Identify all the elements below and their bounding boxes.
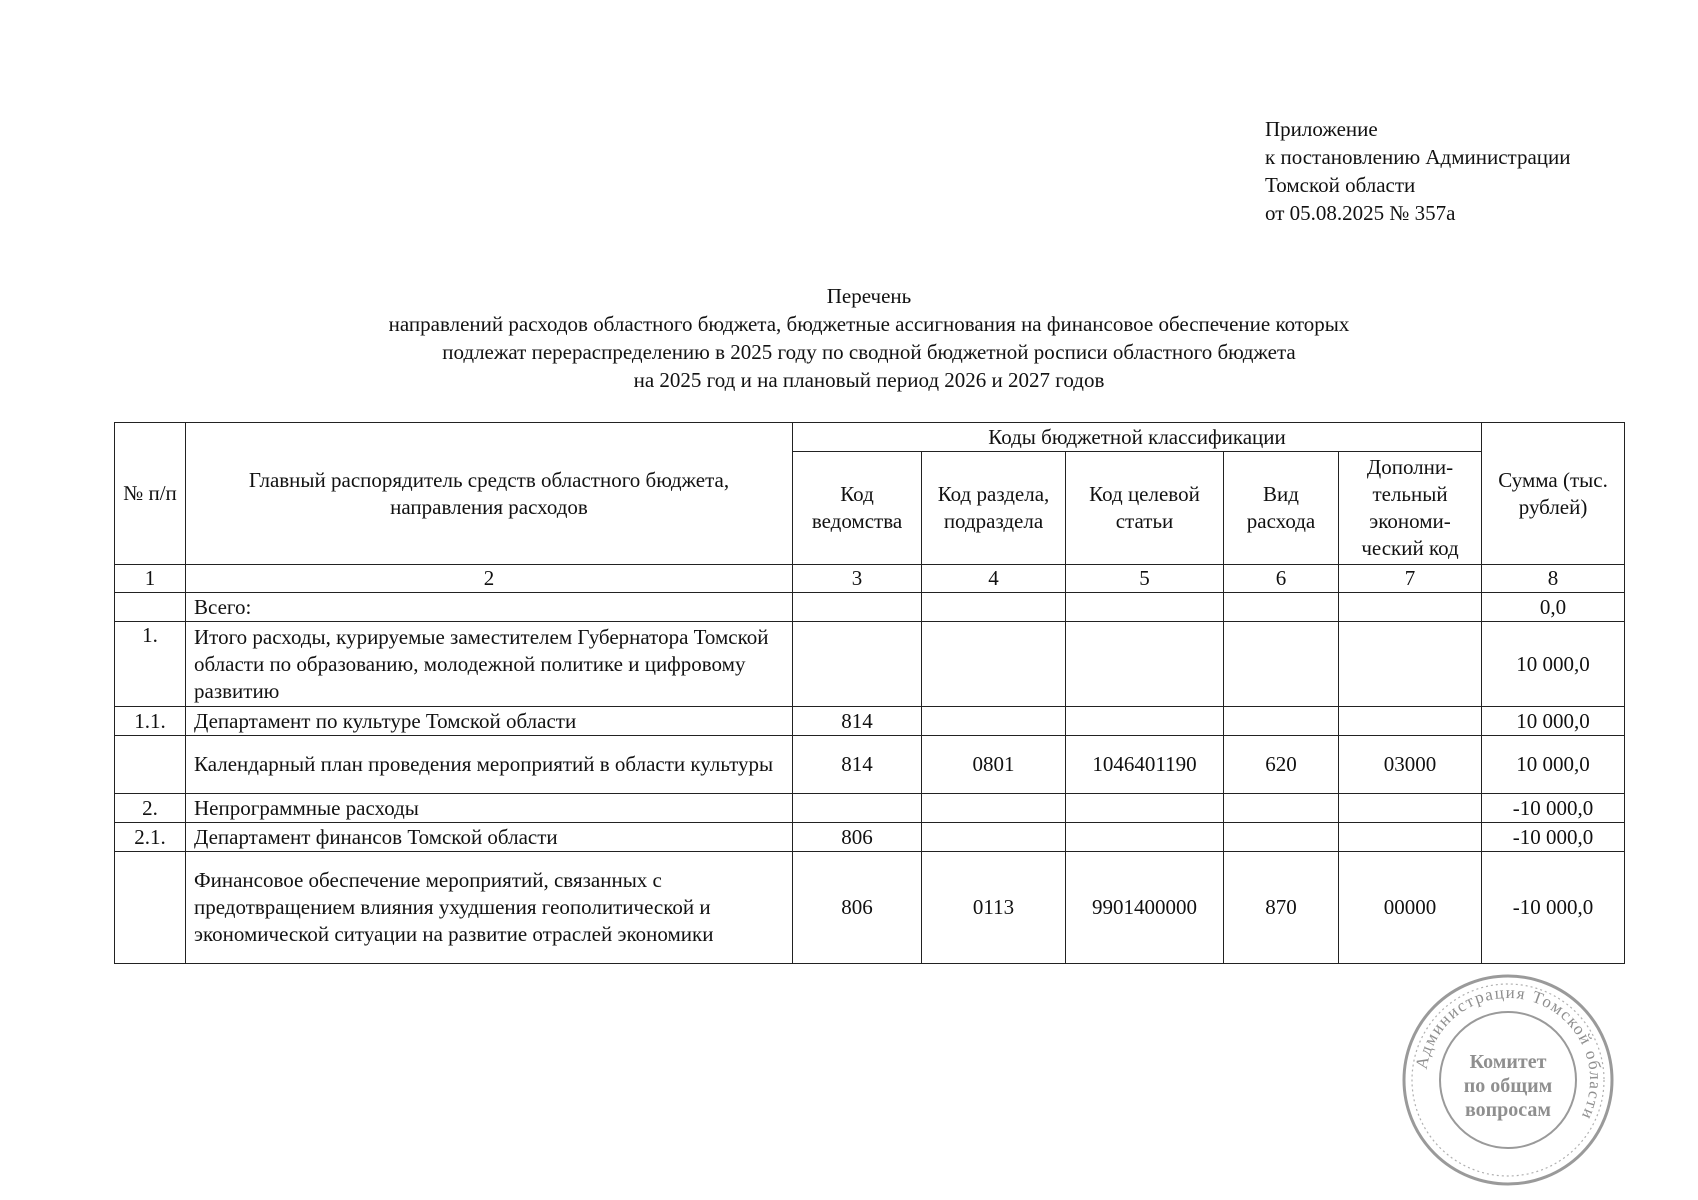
title-line-4: на 2025 год и на плановый период 2026 и 2027 годов	[633, 368, 1105, 392]
official-stamp	[1400, 972, 1616, 1188]
row-sum: -10 000,0	[1482, 852, 1625, 964]
row-name: Календарный план проведения мероприятий в области культуры	[186, 736, 793, 794]
header-type: Вид расхода	[1224, 452, 1339, 565]
row-econ	[1339, 622, 1482, 707]
column-number: 6	[1224, 565, 1339, 593]
header-codes-group: Коды бюджетной классификации	[793, 423, 1482, 452]
row-target: 1046401190	[1066, 736, 1224, 794]
row-dept: 806	[793, 823, 922, 852]
table-row	[115, 622, 1625, 707]
title-line-3: подлежат перераспределению в 2025 году по сводной бюджетной росписи областного бюджета	[442, 340, 1296, 364]
row-target	[1066, 593, 1224, 622]
table-row	[115, 707, 1625, 736]
stamp-center-line-1: Комитет	[1469, 1051, 1547, 1073]
column-number: 4	[922, 565, 1066, 593]
row-type	[1224, 794, 1339, 823]
row-name: Департамент по культуре Томской области	[186, 707, 793, 736]
row-dept	[793, 593, 922, 622]
row-section	[922, 794, 1066, 823]
table-row	[115, 823, 1625, 852]
row-econ: 00000	[1339, 852, 1482, 964]
row-num: 1.	[115, 622, 186, 707]
row-econ	[1339, 707, 1482, 736]
row-target	[1066, 622, 1224, 707]
row-target	[1066, 794, 1224, 823]
row-num: 1.1.	[115, 707, 186, 736]
row-num	[115, 736, 186, 794]
header-sum: Сумма (тыс. рублей)	[1482, 423, 1625, 565]
row-dept	[793, 794, 922, 823]
budget-table	[114, 422, 1625, 964]
stamp-center-line-2: по общим	[1463, 1075, 1553, 1097]
row-sum: 10 000,0	[1482, 707, 1625, 736]
row-econ: 03000	[1339, 736, 1482, 794]
row-num	[115, 593, 186, 622]
row-sum: 0,0	[1482, 593, 1625, 622]
row-sum: 10 000,0	[1482, 622, 1625, 707]
table-row	[115, 736, 1625, 794]
stamp-center-line-3: вопросам	[1464, 1099, 1552, 1121]
row-dept: 806	[793, 852, 922, 964]
row-target: 9901400000	[1066, 852, 1224, 964]
row-target	[1066, 707, 1224, 736]
header-dept: Код ведомства	[793, 452, 922, 565]
row-econ	[1339, 794, 1482, 823]
row-section: 0113	[922, 852, 1066, 964]
column-number: 1	[115, 565, 186, 593]
row-dept	[793, 622, 922, 707]
appendix-line-3: Томской области	[1265, 173, 1416, 197]
row-name: Департамент финансов Томской области	[186, 823, 793, 852]
column-number: 5	[1066, 565, 1224, 593]
title-line-1: Перечень	[826, 284, 912, 308]
column-number-row	[115, 565, 1625, 593]
row-target	[1066, 823, 1224, 852]
row-dept: 814	[793, 736, 922, 794]
column-number: 2	[186, 565, 793, 593]
title-line-2: направлений расходов областного бюджета, бюджетные ассигнования на финансовое обеспечение которых	[388, 312, 1350, 336]
row-name: Непрограммные расходы	[186, 794, 793, 823]
row-sum: 10 000,0	[1482, 736, 1625, 794]
row-section	[922, 823, 1066, 852]
row-type	[1224, 622, 1339, 707]
row-type: 870	[1224, 852, 1339, 964]
header-target: Код целевой статьи	[1066, 452, 1224, 565]
table-row	[115, 794, 1625, 823]
row-num	[115, 852, 186, 964]
document-title	[114, 282, 1624, 394]
row-sum: -10 000,0	[1482, 823, 1625, 852]
table-row	[115, 593, 1625, 622]
row-dept: 814	[793, 707, 922, 736]
appendix-line-1: Приложение	[1265, 117, 1378, 141]
column-number: 7	[1339, 565, 1482, 593]
header-name: Главный распорядитель средств областного бюджета, направления расходов	[186, 423, 793, 565]
row-type	[1224, 707, 1339, 736]
row-name: Всего:	[186, 593, 793, 622]
row-section: 0801	[922, 736, 1066, 794]
row-type: 620	[1224, 736, 1339, 794]
header-econ: Дополни-тельный экономи-ческий код	[1339, 452, 1482, 565]
table-row	[115, 852, 1625, 964]
column-number: 3	[793, 565, 922, 593]
row-section	[922, 593, 1066, 622]
header-num: № п/п	[115, 423, 186, 565]
row-name: Итого расходы, курируемые заместителем Губернатора Томской области по образованию, молодежной политике и цифровому развитию	[186, 622, 793, 707]
appendix-block	[1265, 115, 1571, 227]
appendix-line-2: к постановлению Администрации	[1265, 145, 1571, 169]
row-num: 2.	[115, 794, 186, 823]
row-section	[922, 622, 1066, 707]
row-type	[1224, 823, 1339, 852]
row-sum: -10 000,0	[1482, 794, 1625, 823]
row-econ	[1339, 593, 1482, 622]
row-num: 2.1.	[115, 823, 186, 852]
row-name: Финансовое обеспечение мероприятий, связанных с предотвращением влияния ухудшения геополитической и экономической ситуации на развитие отраслей экономики	[186, 852, 793, 964]
row-type	[1224, 593, 1339, 622]
header-section: Код раздела, подраздела	[922, 452, 1066, 565]
appendix-line-4: от 05.08.2025 № 357а	[1265, 201, 1456, 225]
row-econ	[1339, 823, 1482, 852]
column-number: 8	[1482, 565, 1625, 593]
row-section	[922, 707, 1066, 736]
stamp-ring-text: Администрация Томской области	[1411, 982, 1606, 1124]
